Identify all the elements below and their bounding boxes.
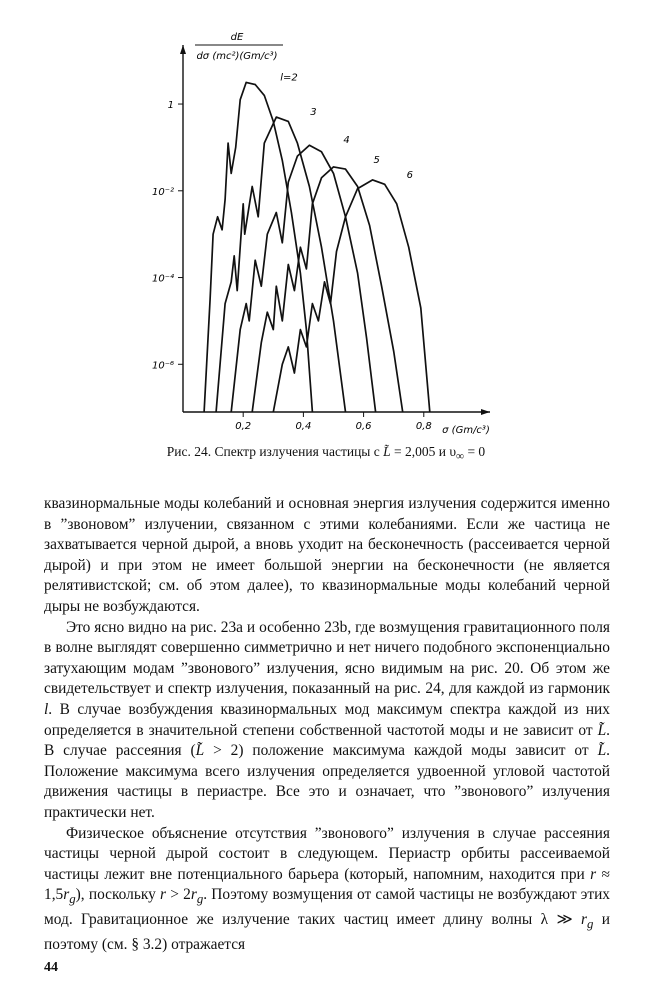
p3-text-4: и поэтому (см. § 3.2) отражается bbox=[44, 910, 610, 953]
p2-text-5: . Положение максимума всего излучения определяется удвоенной угловой частотой движения частицы в периастре. Все это и означает, что ”звонового” излучения практически нет. bbox=[44, 742, 610, 821]
series-label-l5: 5 bbox=[373, 154, 380, 166]
p3-r-3: r bbox=[160, 886, 167, 904]
chart-series bbox=[204, 82, 430, 412]
caption-suffix: = 0 bbox=[464, 444, 486, 459]
y-axis-arrow bbox=[180, 45, 186, 54]
x-tick-label: 0,6 bbox=[355, 421, 372, 432]
y-tick-label: 10⁻² bbox=[151, 186, 174, 198]
caption-L-symbol: L̃ bbox=[383, 444, 391, 459]
x-tick-label: 0,2 bbox=[235, 421, 252, 432]
p2-text-2: . В случае возбуждения квазинормальных мод максимум спектра каждой из них определяется в значительной степени собственной частотой моды и не зависит от bbox=[44, 700, 610, 739]
series-label-l6: 6 bbox=[406, 169, 413, 181]
series-label-l2: l=2 bbox=[280, 72, 298, 84]
caption-middle: = 2,005 и υ bbox=[390, 444, 457, 459]
spectrum-chart bbox=[0, 0, 652, 440]
p3-text-2: ), поскольку bbox=[75, 886, 161, 904]
body-text bbox=[44, 494, 610, 955]
chart-axes bbox=[152, 32, 490, 436]
p2-L-1: L̃ bbox=[597, 721, 607, 739]
p3-text-1: Физическое объяснение отсутствия ”звонового” излучения в случае рассеяния частицы черной дырой состоит в следующем. Периастр орбиты рассеиваемой частицы лежит вне потенциального барьера (который, напомним, находится при bbox=[44, 824, 610, 883]
y-tick-label: 10⁻⁶ bbox=[151, 360, 174, 372]
series-line-l4 bbox=[231, 145, 375, 412]
x-axis-arrow bbox=[481, 409, 490, 415]
chart-labels bbox=[280, 72, 413, 181]
caption-prefix: Рис. 24. Спектр излучения частицы с bbox=[166, 444, 380, 459]
series-line-l6 bbox=[273, 180, 430, 412]
spectrum-figure bbox=[0, 0, 652, 440]
p2-L-3: L̃ bbox=[597, 742, 607, 760]
paragraph-2 bbox=[44, 618, 610, 824]
x-tick-label: 0,4 bbox=[295, 421, 312, 432]
series-label-l4: 4 bbox=[343, 135, 350, 147]
y-tick-label: 10⁻⁴ bbox=[151, 273, 174, 285]
p3-text-3: . Поэтому возмущения от самой частицы не возбуждают этих мод. Гравитационное же излучение таких частиц имеет длину волны λ ≫ bbox=[44, 886, 611, 928]
page-number: 44 bbox=[44, 960, 58, 975]
p3-g-2: g bbox=[196, 892, 204, 907]
y-label-denominator: dσ (mc²)(Gm/c³) bbox=[196, 51, 278, 62]
p3-approx: ≈ 1,5 bbox=[44, 865, 610, 904]
p3-r-4: r bbox=[190, 886, 197, 904]
y-label-numerator: dE bbox=[230, 32, 244, 43]
p2-L-2: L̃ bbox=[195, 742, 205, 760]
p2-text-4: > 2) положение максимума каждой моды зависит от bbox=[204, 742, 598, 760]
p3-g-3: g bbox=[586, 917, 594, 932]
y-tick-label: 1 bbox=[167, 100, 174, 112]
p3-r-5: r bbox=[580, 910, 587, 928]
p3-g-1: g bbox=[69, 892, 76, 907]
p3-greater: > 2 bbox=[166, 886, 191, 904]
x-tick-label: 0,8 bbox=[415, 421, 432, 432]
p2-text-3: . В случае рассеяния ( bbox=[44, 721, 610, 760]
figure-caption bbox=[0, 444, 652, 463]
p3-r-2: r bbox=[63, 886, 70, 904]
series-label-l3: 3 bbox=[310, 107, 317, 119]
caption-sub: ∞ bbox=[456, 450, 465, 463]
p2-harmonic-l: l bbox=[44, 700, 49, 718]
paragraph-3 bbox=[44, 824, 610, 956]
x-axis-label: σ (Gm/c³) bbox=[442, 425, 490, 436]
paragraph-1: квазинормальные моды колебаний и основная энергия излучения содержится именно в ”звоновом” излучении, связанном с этими колебаниями. Если же частица не захватывается черной дырой, а вновь уходит на бесконечность (рассеивается черной дырой) и при этом не имеет большой энергии на бесконечности (не является релятивистской; см. об этом далее), то квазинормальные моды колебаний черной дыры не возбуждаются. bbox=[44, 495, 610, 615]
p3-r-1: r bbox=[590, 865, 597, 883]
p2-text-1: Это ясно видно на рис. 23a и особенно 23b, где возмущения гравитационного поля в волне выглядят совершенно симметрично и нет ничего подобного экспоненциально затухающим модам ”звонового” излучения, ясно видимым на рис. 20. Об этом же свидетельствует и спектр излучения, показанный на рис. 24, для каждой из гармоник bbox=[44, 618, 610, 698]
